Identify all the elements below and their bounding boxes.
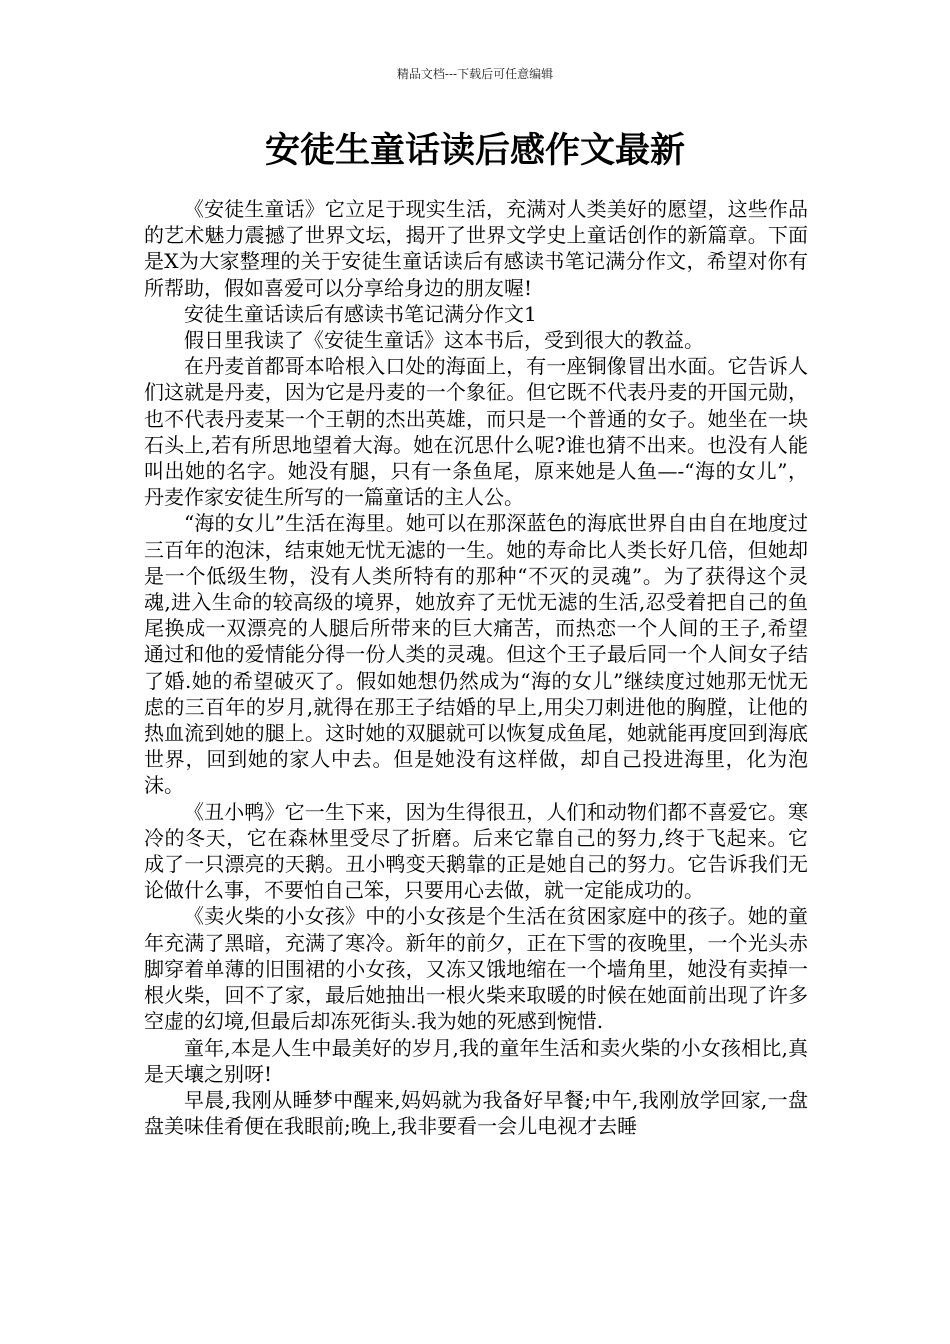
paragraph: 《卖火柴的小女孩》中的小女孩是个生活在贫困家庭中的孩子。她的童年充满了黑暗，充满了寒冷。新年的前夕，正在下雪的夜晚里，一个光头赤脚穿着单薄的旧围裙的小女孩，又冻又饿地缩在一个墙角里，她没有卖掉一根火柴，回不了家，最后她抽出一根火柴来取暖的时候在她面前出现了许多空虚的幻境,但最后却冻死街头.我为她的死感到惋惜. xyxy=(144,904,808,1034)
paragraph: “海的女儿”生活在海里。她可以在那深蓝色的海底世界自由自在地度过三百年的泡沫，结束她无忧无滤的一生。她的寿命比人类长好几倍，但她却是一个低级生物，没有人类所特有的那种“不灭的灵魂”。为了获得这个灵魂,进入生命的较高级的境界，她放弃了无忧无滤的生活,忍受着把自己的鱼尾换成一双漂亮的人腿后所带来的巨大痛苦，而热恋一个人间的王子,希望通过和他的爱情能分得一份人类的灵魂。但这个王子最后同一个人间女子结了婚.她的希望破灭了。假如她想仍然成为“海的女儿”继续度过她那无忧无虑的三百年的岁月,就得在那王子结婚的早上,用尖刀刺进他的胸膛，让他的热血流到她的腿上。这时她的双腿就可以恢复成鱼尾，她就能再度回到海底世界，回到她的家人中去。但是她没有这样做，却自己投进海里，化为泡沫。 xyxy=(144,511,808,798)
paragraph: 童年,本是人生中最美好的岁月,我的童年生活和卖火柴的小女孩相比,真是天壤之别呀! xyxy=(144,1035,808,1086)
paragraph-subheading: 安徒生童话读后有感读书笔记满分作文1 xyxy=(184,301,537,326)
paragraph: 在丹麦首都哥本哈根入口处的海面上，有一座铜像冒出水面。它告诉人们这就是丹麦，因为它是丹麦的一个象征。但它既不代表丹麦的开国元勋，也不代表丹麦某一个王朝的杰出英雄，而只是一个普通的女子。她坐在一块石头上,若有所思地望着大海。她在沉思什么呢?谁也猜不出来。也没有人能叫出她的名字。她没有腿，只有一条鱼尾，原来她是人鱼—-“海的女儿”，丹麦作家安徒生所写的一篇童话的主人公。 xyxy=(144,354,808,510)
header-note: 精品文档---下载后可任意编辑 xyxy=(396,67,554,81)
document-body xyxy=(144,196,808,1139)
paragraph: 假日里我读了《安徒生童话》这本书后，受到很大的教益。 xyxy=(184,328,704,353)
paragraph-intro: 《安徒生童话》它立足于现实生活，充满对人类美好的愿望，这些作品的艺术魅力震撼了世界文坛，揭开了世界文学史上童话创作的新篇章。下面是X为大家整理的关于安徒生童话读后有感读书笔记满分作文，希望对你有所帮助，假如喜爱可以分享给身边的朋友喔! xyxy=(144,197,808,300)
paragraph: 早晨,我刚从睡梦中醒来,妈妈就为我备好早餐;中午,我刚放学回家,一盘盘美味佳肴便在我眼前;晚上,我非要看一会儿电视才去睡 xyxy=(144,1087,808,1139)
paragraph: 《丑小鸭》它一生下来，因为生得很丑，人们和动物们都不喜爱它。寒冷的冬天，它在森林里受尽了折磨。后来它靠自己的努力,终于飞起来。它成了一只漂亮的天鹅。丑小鸭变天鹅靠的正是她自己的努力。它告诉我们无论做什么事，不要怕自己笨，只要用心去做，就一定能成功的。 xyxy=(144,799,808,903)
document-title: 安徒生童话读后感作文最新 xyxy=(264,131,685,171)
